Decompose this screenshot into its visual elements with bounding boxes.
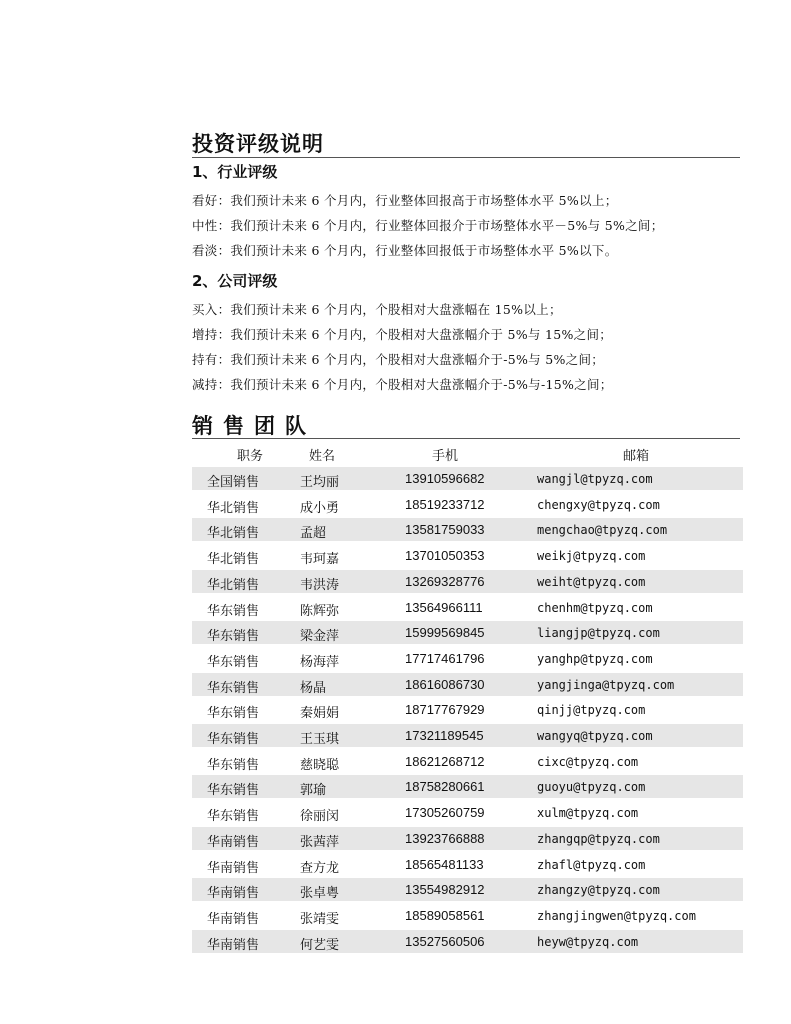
- table-row: [192, 775, 743, 798]
- cell-email: guoyu@tpyzq.com: [537, 780, 646, 795]
- table-row: [192, 827, 743, 850]
- cell-role: 华北销售: [207, 500, 260, 516]
- cell-name: 成小勇: [300, 500, 340, 516]
- cell-role: 华南销售: [207, 937, 260, 953]
- cell-name: 王均丽: [300, 475, 340, 490]
- cell-phone: 13923766888: [405, 830, 485, 846]
- header-role: 职务: [237, 449, 264, 464]
- cell-phone: 18589058561: [405, 907, 485, 923]
- table-row: [192, 467, 743, 490]
- cell-email: xulm@tpyzq.com: [537, 806, 639, 821]
- cell-phone: 18565481133: [405, 856, 484, 872]
- cell-phone: 17717461796: [405, 650, 485, 666]
- cell-email: qinjj@tpyzq.com: [537, 703, 646, 718]
- table-row: [192, 750, 743, 773]
- table-row: [192, 621, 743, 644]
- cell-phone: 13564966111: [405, 599, 483, 615]
- cell-phone: 18717767929: [405, 702, 485, 718]
- company-rating-line: 增持：我们预计未来 6 个月内，个股相对大盘涨幅介于 5%与 15%之间；: [192, 327, 613, 342]
- table-row: [192, 930, 743, 953]
- cell-phone: 13910596682: [405, 471, 485, 486]
- cell-name: 张茜萍: [300, 834, 340, 850]
- cell-name: 王玉琪: [300, 732, 340, 747]
- cell-role: 华东销售: [207, 809, 260, 825]
- cell-phone: 13269328776: [405, 573, 485, 589]
- cell-role: 华北销售: [207, 577, 260, 593]
- cell-role: 华南销售: [207, 834, 260, 850]
- cell-name: 韦珂嘉: [300, 552, 340, 568]
- cell-role: 全国销售: [207, 475, 260, 490]
- cell-phone: 15999569845: [405, 625, 485, 641]
- industry-rating-line: 看淡：我们预计未来 6 个月内，行业整体回报低于市场整体水平 5%以下。: [192, 243, 618, 258]
- table-row: [192, 724, 743, 747]
- cell-role: 华北销售: [207, 526, 260, 542]
- cell-email: zhangqp@tpyzq.com: [537, 831, 660, 846]
- cell-name: 杨海萍: [300, 654, 340, 670]
- cell-email: zhangjingwen@tpyzq.com: [537, 908, 696, 923]
- cell-name: 杨晶: [300, 680, 327, 696]
- table-row: [192, 698, 743, 721]
- heading-divider: [192, 157, 740, 158]
- industry-rating-line: 中性：我们预计未来 6 个月内，行业整体回报介于市场整体水平－5%与 5%之间；: [192, 218, 664, 233]
- cell-email: wangjl@tpyzq.com: [537, 472, 653, 486]
- cell-role: 华东销售: [207, 603, 260, 619]
- cell-email: heyw@tpyzq.com: [537, 934, 639, 949]
- cell-email: cixc@tpyzq.com: [537, 754, 639, 769]
- table-row: [192, 596, 743, 619]
- cell-role: 华南销售: [207, 886, 260, 902]
- cell-role: 华南销售: [207, 860, 260, 876]
- table-row: [192, 904, 743, 927]
- cell-email: mengchao@tpyzq.com: [537, 523, 668, 538]
- cell-name: 张卓粤: [300, 886, 340, 902]
- cell-phone: 18519233712: [405, 496, 485, 512]
- table-row: [192, 878, 743, 901]
- cell-email: yanghp@tpyzq.com: [537, 651, 653, 666]
- table-row: [192, 544, 743, 567]
- industry-rating-line: 看好：我们预计未来 6 个月内，行业整体回报高于市场整体水平 5%以上；: [192, 193, 618, 208]
- cell-name: 徐丽闵: [300, 809, 340, 825]
- table-row: [192, 673, 743, 696]
- cell-name: 韦洪涛: [300, 577, 340, 593]
- team-table-header: [192, 443, 743, 465]
- cell-name: 陈辉弥: [300, 603, 340, 619]
- cell-phone: 13554982912: [405, 882, 485, 898]
- rating-heading: 投资评级说明: [192, 132, 324, 156]
- company-rating-line: 持有：我们预计未来 6 个月内，个股相对大盘涨幅介于-5%与 5%之间；: [192, 352, 605, 367]
- header-email: 邮箱: [623, 449, 650, 464]
- cell-email: wangyq@tpyzq.com: [537, 729, 653, 743]
- cell-role: 华东销售: [207, 654, 260, 670]
- cell-phone: 18621268712: [405, 753, 485, 769]
- cell-role: 华北销售: [207, 552, 260, 568]
- cell-email: weikj@tpyzq.com: [537, 549, 646, 564]
- table-row: [192, 493, 743, 516]
- cell-phone: 18616086730: [405, 676, 485, 692]
- cell-role: 华东销售: [207, 783, 260, 799]
- cell-role: 华东销售: [207, 732, 260, 747]
- cell-phone: 13581759033: [405, 522, 485, 538]
- cell-phone: 13527560506: [405, 933, 485, 949]
- table-row: [192, 570, 743, 593]
- company-rating-line: 买入：我们预计未来 6 个月内，个股相对大盘涨幅在 15%以上；: [192, 302, 562, 317]
- cell-email: weiht@tpyzq.com: [537, 574, 646, 589]
- cell-phone: 18758280661: [405, 779, 485, 795]
- team-divider: [192, 438, 740, 439]
- cell-email: yangjinga@tpyzq.com: [537, 677, 675, 692]
- table-row: [192, 801, 743, 824]
- cell-name: 慈晓聪: [300, 757, 340, 773]
- cell-phone: 13701050353: [405, 548, 485, 564]
- cell-role: 华东销售: [207, 680, 260, 696]
- table-row: [192, 647, 743, 670]
- industry-rating-title: 1、行业评级: [192, 163, 278, 181]
- cell-role: 华南销售: [207, 911, 260, 927]
- cell-phone: 17305260759: [405, 805, 485, 821]
- cell-role: 华东销售: [207, 757, 260, 773]
- table-row: [192, 518, 743, 541]
- company-rating-title: 2、公司评级: [192, 272, 278, 290]
- cell-name: 何艺雯: [300, 937, 340, 953]
- company-rating-line: 减持：我们预计未来 6 个月内，个股相对大盘涨幅介于-5%与-15%之间；: [192, 377, 613, 392]
- cell-name: 郭瑜: [300, 783, 327, 799]
- header-name: 姓名: [309, 449, 336, 464]
- cell-name: 查方龙: [300, 860, 340, 876]
- cell-name: 梁金萍: [300, 629, 340, 645]
- cell-email: liangjp@tpyzq.com: [537, 626, 660, 641]
- sales-team-title: 销售团队: [192, 414, 316, 438]
- cell-role: 华东销售: [207, 629, 260, 645]
- cell-email: chenhm@tpyzq.com: [537, 600, 653, 615]
- header-phone: 手机: [432, 449, 459, 464]
- cell-email: zhangzy@tpyzq.com: [537, 883, 660, 898]
- cell-email: chengxy@tpyzq.com: [537, 497, 660, 512]
- table-row: [192, 853, 743, 876]
- cell-phone: 17321189545: [405, 728, 484, 743]
- cell-name: 张靖雯: [300, 911, 340, 927]
- cell-role: 华东销售: [207, 706, 260, 722]
- cell-name: 孟超: [300, 526, 327, 542]
- cell-name: 秦娟娟: [300, 706, 340, 722]
- cell-email: zhafl@tpyzq.com: [537, 857, 646, 872]
